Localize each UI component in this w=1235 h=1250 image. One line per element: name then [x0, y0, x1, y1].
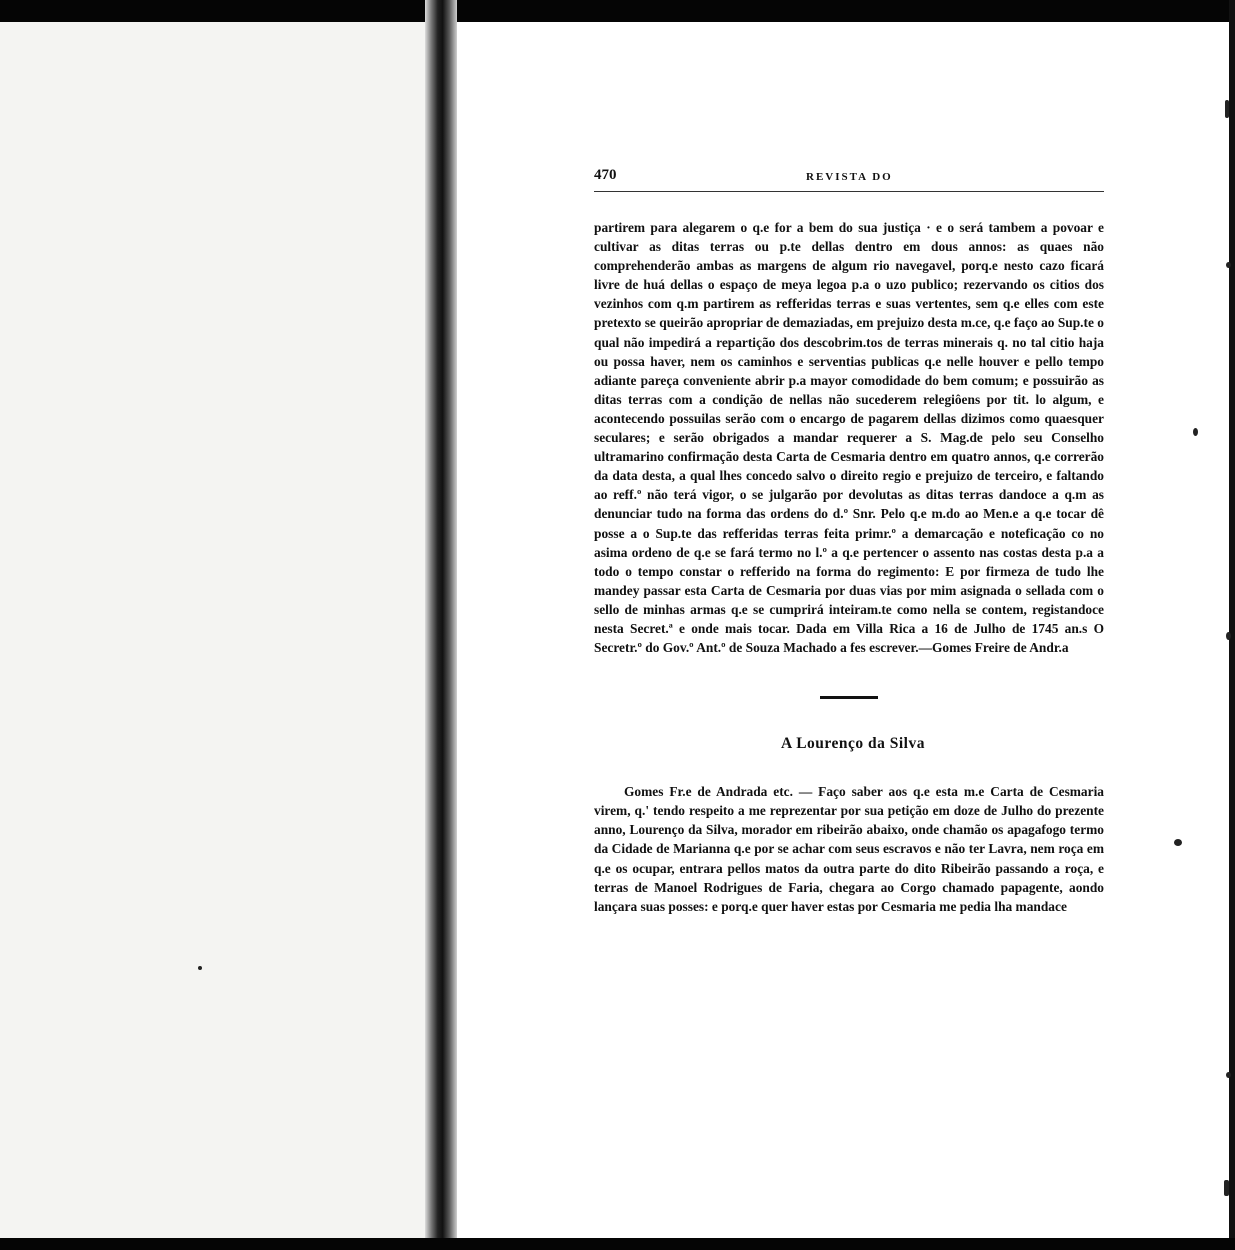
continued-paragraph: partirem para alegarem o q.e for a bem do sua justiça · e o será tambem a povoar e cultivar as ditas terras ou p.te dellas dentro em dous annos: as quaes não comprehenderão ambas as margens de algum rio navegavel, porq.e nesto cazo ficará livre de huá dellas o espaço de meya legoa p.a o uzo publico; rezervando os citios dos vezinhos com q.m partirem as refferidas terras e suas vertentes, sem q.e elles com este pretexto se queirão apropriar de demaziadas, em prejuizo desta m.ce, q.e faço ao Sup.te o qual não impedirá a repartição dos descobrim.tos de terras minerais q. no tal citio haja ou possa haver, nem os caminhos e serventias publicas q.e nelle houver e pello tempo adiante pareça conveniente abrir p.a mayor comodidade do bem comum; e possuirão as ditas terras com a condição de nellas não sucederem relegiôens por tit. lo algum, e acontecendo possuilas serão com o encargo de pagarem dellas dizimos como quaesquer seculares; e serão obrigados a mandar requerer a S. Mag.de pelo seu Conselho ultramarino confirmação desta Carta de Cesmaria dentro em quatro annos, q.e correrão da data desta, a qual lhes concedo salvo o direito regio e prejuizo de terceiro, e faltando ao reff.º não terá vigor, o se julgarão por devolutas as ditas terras dandoce a q.m as denunciar tudo na forma das ordens do d.º Snr. Pelo q.e m.do ao Men.e a q.e tocar dê posse a o Sup.te das refferidas terras feita primr.º a demarcação e noteficação co no asima ordeno de q.e se fará termo no l.º a q.e pertencer o assento nas costas desta p.a a todo o tempo constar o refferido na forma do regimento: E por firmeza de tudo lhe mandey passar esta Carta de Cesmaria por duas vias por mim asignada o sellada com o sello de minhas armas q.e se cumprirá inteiram.te como nella se contem, registandoce nesta Secret.ª e onde mais tocar. Dada em Villa Rica a 16 de Julho de 1745 an.s O Secretr.º do Gov.º Ant.º de Souza Machado a fes escrever.—Gomes Freire de Andr.a [594, 220, 1104, 656]
scan-speck [1224, 1180, 1229, 1196]
scan-speck [1174, 839, 1182, 846]
printed-page [594, 165, 1104, 916]
scan-speck [1226, 1072, 1231, 1078]
scan-speck [198, 966, 202, 970]
page-number: 470 [594, 167, 617, 183]
left-blank-page [0, 22, 430, 1238]
scan-speck [1226, 262, 1231, 268]
continued-text-block [594, 218, 1104, 657]
scan-speck [1226, 632, 1231, 640]
scan-top-border [0, 0, 1235, 22]
scan-bottom-border [0, 1238, 1235, 1250]
section-title: A Lourenço da Silva [780, 735, 925, 753]
running-header [594, 165, 1104, 192]
running-title: REVISTA DO [806, 171, 893, 183]
scan-right-border [1229, 0, 1235, 1250]
book-gutter [425, 0, 457, 1250]
section-paragraph: Gomes Fr.e de Andrada etc. — Faço saber aos q.e esta m.e Carta de Cesmaria virem, q.' tendo respeito a me reprezentar por sua petição em doze de Julho do prezente anno, Lourenço da Silva, morador em ribeirão abaixo, onde chamão os apagafogo termo da Cidade de Marianna q.e por se achar com seus escravos e não ter Lavra, nem roça em q.e os ocupar, entrara pellos matos da outra parte do dito Ribeirão passando a roça, e terras de Manoel Rodrigues de Faria, chegara ao Corgo chamado papagente, aondo lançara suas posses: e porq.e quer haver estas por Cesmaria me pedia lha mandace [594, 784, 1104, 914]
scan-speck [1193, 428, 1198, 436]
section-divider [820, 696, 878, 699]
scan-speck [1225, 100, 1229, 118]
